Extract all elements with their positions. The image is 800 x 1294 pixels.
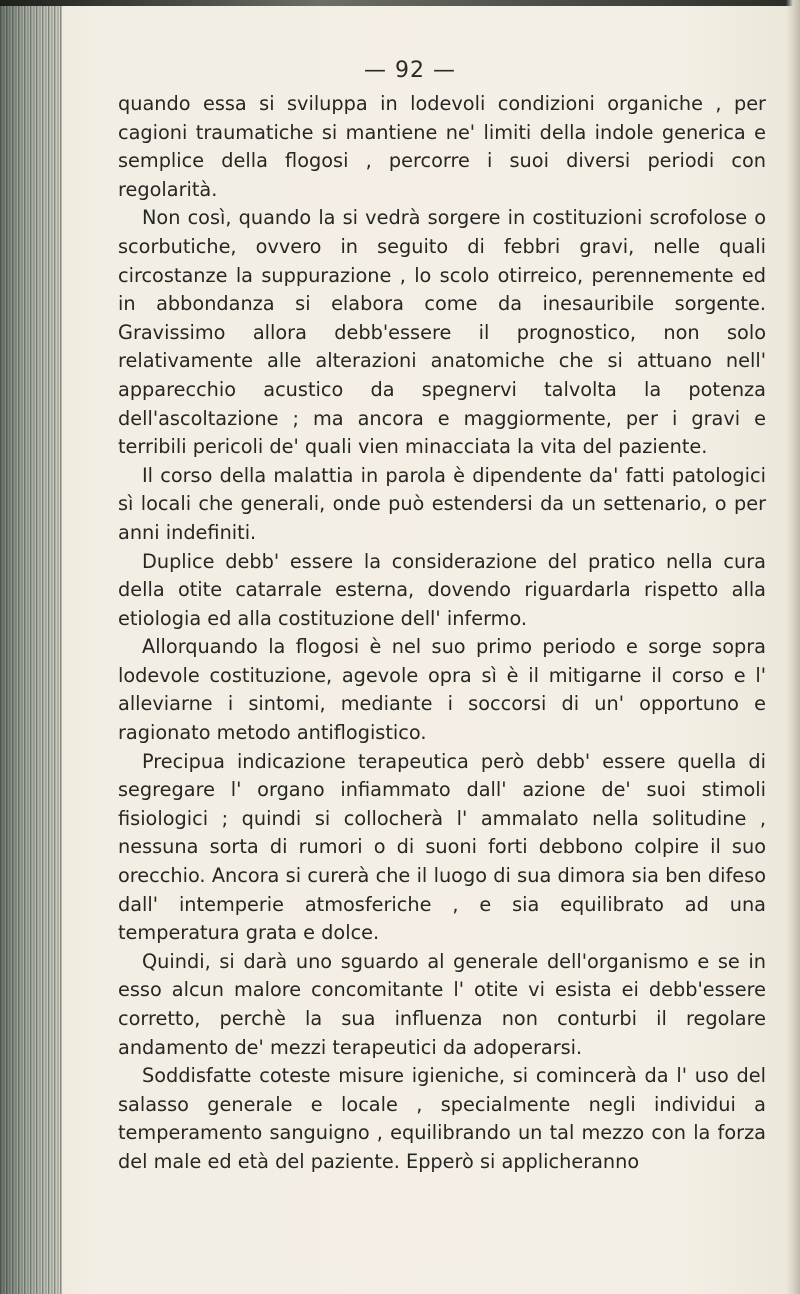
book-binding-edge bbox=[0, 0, 62, 1294]
right-page-edge bbox=[786, 0, 800, 1294]
paragraph-2: Non così, quando la si vedrà sorgere in costituzioni scrofolose o scorbutiche, ovvero in seguito di febbri gravi, nelle quali circostanze la suppurazione , lo scolo otirreico, perennemente ed in abbondanza si elabora come da inesauribile sorgente. Gravissimo allora debb'essere il prognostico, non solo relativamente alle alterazioni anatomiche che si attuano nell' apparecchio acustico da spegnervi talvolta la potenza dell'ascoltazione ; ma ancora e maggiormente, per i gravi e terribili pericoli de' quali vien minacciata la vita del paziente. bbox=[118, 206, 766, 459]
paragraph-1: quando essa si sviluppa in lodevoli condizioni organiche , per cagioni traumatiche si mantiene ne' limiti della indole generica e semplice della flogosi , percorre i suoi diversi periodi con regolarità. bbox=[118, 92, 766, 201]
paragraph-8: Soddisfatte coteste misure igieniche, si comincerà da l' uso del salasso generale e locale , specialmente negli individui a temperamento sanguigno , equilibrando un tal mezzo con la forza del male ed età del paziente. Epperò si applicheranno bbox=[118, 1064, 766, 1173]
page-number: — 92 — bbox=[364, 58, 456, 83]
paragraph-6: Precipua indicazione terapeutica però debb' essere quella di segregare l' organo infiammato dall' azione de' suoi stimoli fisiologici ; quindi si collocherà l' ammalato nella solitudine , nessuna sorta di rumori o di suoni forti debbono colpire il suo orecchio. Ancora si curerà che il luogo di sua dimora sia ben difeso dall' intemperie atmosferiche , e sia equilibrato ad una temperatura grata e dolce. bbox=[118, 749, 766, 945]
paragraph-7: Quindi, si darà uno sguardo al generale dell'organismo e se in esso alcun malore concomitante l' otite vi esista ei debb'essere corretto, perchè la sua influenza non conturbi il regolare andamento de' mezzi terapeutici da adoperarsi. bbox=[118, 949, 766, 1059]
paragraph-5: Allorquando la flogosi è nel suo primo periodo e sorge sopra lodevole costituzione, agevole opra sì è il mitigarne il corso e l' alleviarne i sintomi, mediante i soccorsi di un' opportuno e ragionato metodo antiflogistico. bbox=[118, 635, 766, 745]
paragraph-4: Duplice debb' essere la considerazione del pratico nella cura della otite catarrale esterna, dovendo riguardarla rispetto alla etiologia ed alla costituzione dell' infermo. bbox=[118, 549, 766, 630]
top-scan-edge bbox=[0, 0, 800, 6]
body-text bbox=[118, 90, 766, 1177]
paragraph-3: Il corso della malattia in parola è dipendente da' fatti patologici sì locali che generali, onde può estendersi da un settenario, o per anni indefiniti. bbox=[118, 463, 766, 544]
